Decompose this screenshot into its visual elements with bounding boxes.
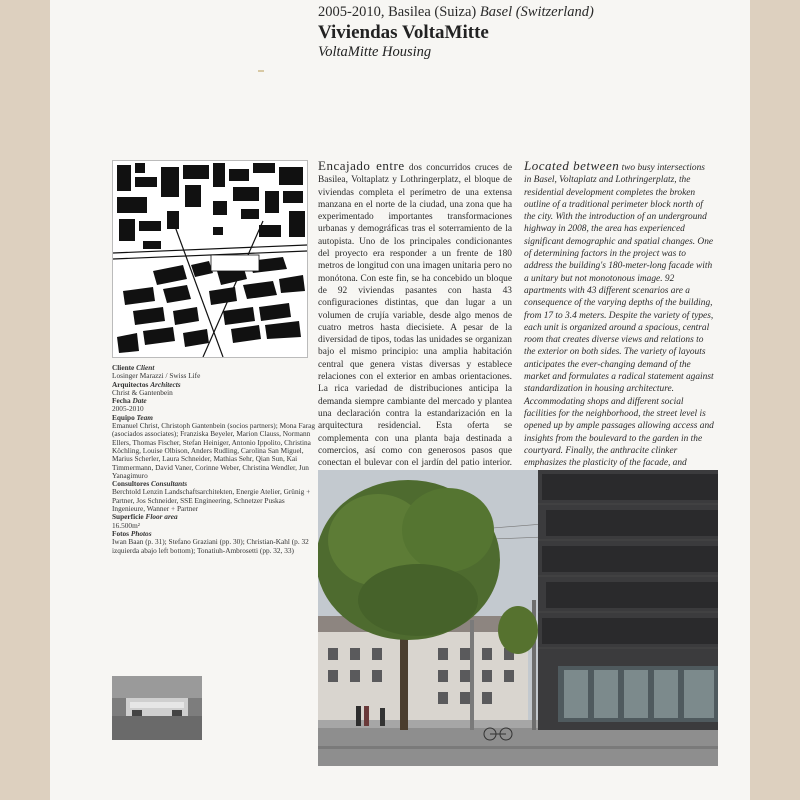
text-en-body: two busy intersections in Basel, Voltaplatz and Lothringerplatz, the residential development completes the broken outline of a traditional perimeter block north of the city. With the introduction of an underground highway in 2008, the area has experienced significant demographic and spatial changes. One of determining factors in the project was to address the building's 180-meter-long facade with a unitary but not monotonous image. 92 apartments with 43 different scenarios are a consequence of the varying depths of the building, from 17 to 3.4 meters. Despite the variety of types, each unit is organized around a spacious, central room that creates diverse views and relations to the exterior on both sides. The variety of layouts anticipates the ever-changing demand of the market and formulates a radical statement against standardization in housing architecture. Accommodating shops and different social facilities for the neighborhood, the street level is opened up by ample passages allowing access and insights from the boulevard to the garden in the courtyard. Finally, the anthracite clinker emphasizes the plasticity of the facade, and [524, 163, 714, 469]
credit-label-en: Floor area [145, 512, 178, 522]
credit-architects [112, 381, 316, 398]
credit-label-en: Date [132, 396, 147, 406]
interior-photo [112, 676, 202, 740]
credit-value: 2005-2010 [112, 404, 144, 414]
credit-value: Losinger Marazzi / Swiss Life [112, 371, 201, 381]
article-header [318, 4, 738, 61]
site-plan-map [112, 160, 308, 358]
street-view-photo [318, 470, 718, 766]
credit-client [112, 364, 316, 381]
interior-photo-drawing [112, 676, 202, 740]
date-location [318, 4, 738, 21]
credit-value: Iwan Baan (p. 31); Stefano Graziani (pp. 30); Christian-Kahl (p. 32 izquierda abajo left bottom); Tonatiuh-Ambrosetti (pp. 32, 33) [112, 537, 309, 555]
credit-date [112, 397, 316, 414]
street-view-drawing [318, 470, 718, 766]
credit-label: Cliente [112, 363, 135, 372]
project-title-en: VoltaMitte Housing [318, 44, 432, 60]
credit-value: 16.500m² [112, 520, 140, 530]
credit-label: Fotos [112, 528, 130, 538]
credit-label: Fecha [112, 396, 131, 406]
credit-label: Arquitectos [112, 379, 149, 389]
magazine-page [50, 0, 750, 800]
credit-label-en: Consultants [151, 479, 188, 489]
text-en-lead: Located between [524, 158, 620, 173]
date-location-es: 2005-2010, Basilea (Suiza) [318, 4, 477, 20]
credit-photos [112, 530, 316, 555]
article-text-en [524, 160, 714, 482]
credit-value: Christ & Gantenbein [112, 387, 173, 397]
credit-value: Berchtold Lenzin Landschaftsarchitekten, Energie Atelier, Grünig + Partner, Jos Schneider, SSE Engineering, Schnetzer Puskas Ingenieure, Wanner + Partner [112, 487, 311, 514]
project-site-outline [211, 255, 259, 271]
text-es-lead: Encajado entre [318, 158, 405, 173]
article-text-es [318, 160, 512, 506]
text-es-body: dos concurridos cruces de Basilea, Voltaplatz y Lothringerplatz, el bloque de viviendas completa el perímetro de una extensa manzana en el norte de la ciudad, una zona que ha experimentado importantes transformaciones urbanas y demográficas tras el soterramiento de la autopista. Uno de los principales condicionantes del proyecto era responder a un frente de 180 metros de longitud con una imagen unitaria pero no monótona. Con este fin, se ha concebido un bloque de 92 viviendas pasantes con hasta 43 configuraciones distintas, que dan lugar a un volumen de crujía variable, desde algo menos de cuatro metros hasta diecisiete. A pesar de la diversidad de tipos, todas las unidades se organizan bajo el mismo principio: una amplia habitación central que genera vistas diversas y establece relaciones con el exterior en ambas orientaciones. La rica variedad de distribuciones anticipa la demanda siempre cambiante del mercado y plantea una declaración contra la estandarización en la arquitectura residencial. Esta oferta se complementa con una planta baja destinada a comercios, así como con generosos pasos que conectan el bulevar con el jardín del patio interior. [318, 163, 513, 469]
credit-label-en: Client [136, 363, 155, 372]
credit-label-en: Team [136, 412, 153, 422]
credit-label-en: Photos [130, 528, 152, 538]
location-en: Basel (Switzerland) [479, 4, 594, 20]
credit-consultants [112, 480, 316, 513]
credit-value: Emanuel Christ, Christoph Gantenbein (socios partners); Mona Farag (asociados associates); Franziska Beyeler, Marion Clauss, Normann Ellers, Thomas Fischer, Stefan Heiniger, Antonio Ippolito, Christina Köchling, Louise Olbison, Anders Rudling, Carolina San Miguel, Marius Scherler, Laura Schneider, Mathias Sehr, Qian Sun, Kai Timmermann, David Vaner, Corinne Weber, Christina Wendler, Jun Yanagimuro [112, 421, 316, 480]
credit-label-en: Architects [150, 379, 181, 389]
project-credits [112, 364, 316, 555]
credit-label: Consultores [112, 479, 150, 489]
credit-floor-area [112, 513, 316, 530]
credit-label: Equipo [112, 412, 135, 422]
site-plan-drawing [113, 161, 307, 357]
credit-team [112, 414, 316, 480]
project-title: Viviendas VoltaMitte [318, 22, 489, 43]
credit-label: Superficie [112, 512, 144, 522]
print-speck [258, 70, 264, 72]
